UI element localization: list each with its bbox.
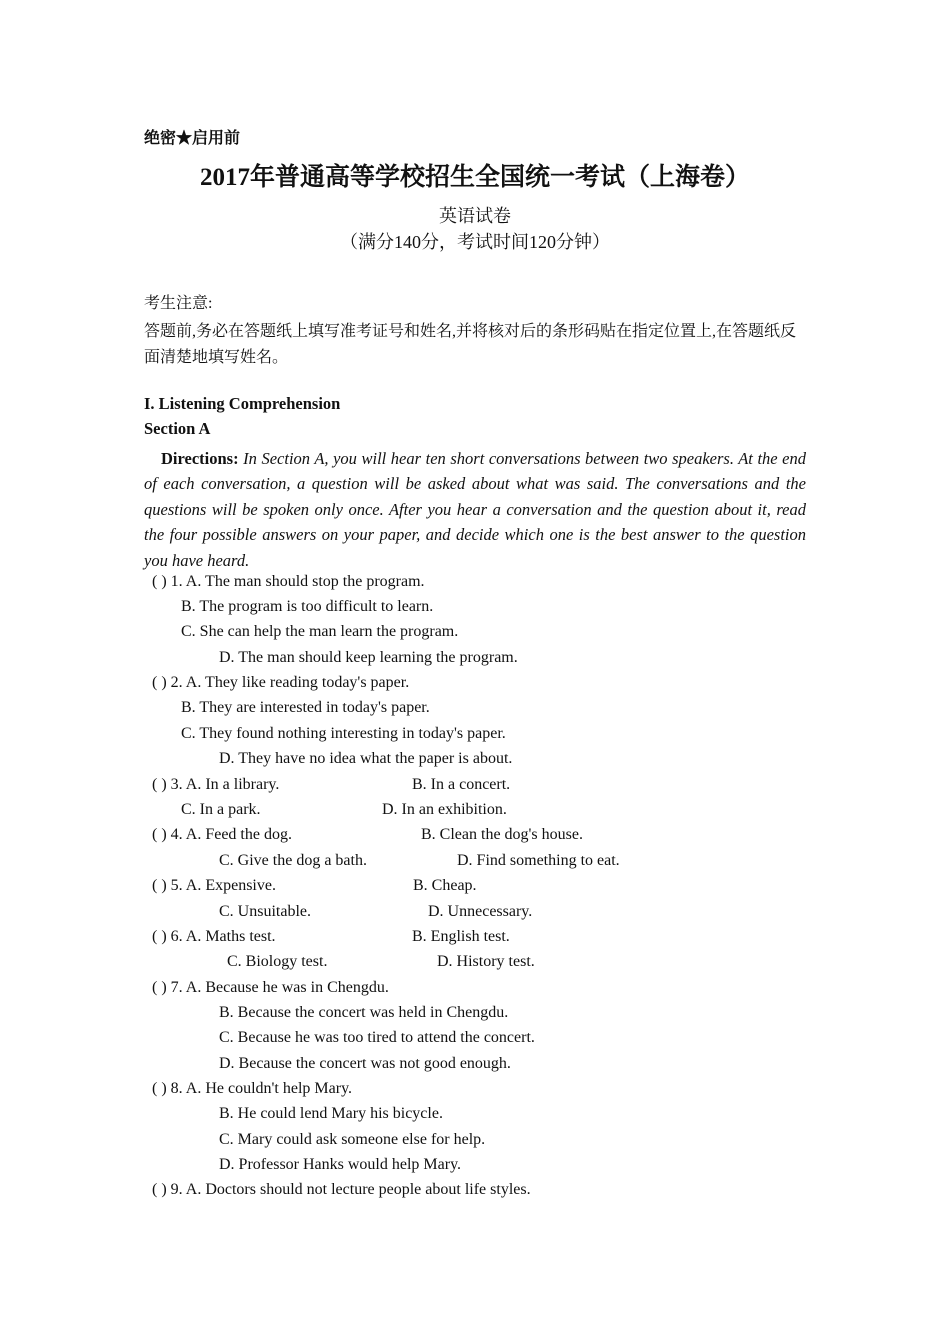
question-option: C. She can help the man learn the program.	[181, 623, 459, 640]
question-option: C. Mary could ask someone else for help.	[219, 1131, 486, 1148]
question-option: C. Because he was too tired to attend the concert.	[219, 1029, 535, 1046]
question-option: C. Give the dog a bath.	[219, 852, 367, 869]
question-option: C. Unsuitable.	[219, 903, 311, 920]
score-time-note: （满分140分，考试时间120分钟）	[340, 232, 610, 252]
question-line: ( ) 7. A. Because he was in Chengdu.	[152, 979, 389, 996]
question-option: D. Unnecessary.	[428, 903, 533, 920]
exam-subtitle: 英语试卷	[439, 206, 511, 226]
question-option: B. In a concert.	[412, 776, 511, 793]
directions-label: Directions:	[161, 449, 239, 468]
question-line: ( ) 2. A. They like reading today's paper.	[152, 674, 410, 691]
question-option: D. They have no idea what the paper is about.	[219, 750, 513, 767]
question-option: B. Clean the dog's house.	[421, 826, 583, 843]
question-line: ( ) 6. A. Maths test.	[152, 928, 276, 945]
question-option: B. Cheap.	[413, 877, 477, 894]
question-line: ( ) 1. A. The man should stop the program.	[152, 573, 425, 590]
question-line: ( ) 5. A. Expensive.	[152, 877, 276, 894]
question-option: B. English test.	[412, 928, 510, 945]
question-option: D. Because the concert was not good enough.	[219, 1055, 511, 1072]
directions-text: In Section A, you will hear ten short conversations between two speakers. At the end of each conversation, a question will be asked about what was said. The conversations and the questions will be spoken only once. After you hear a conversation and the question about it, read the four possible answers on your paper, and decide which one is the best answer to the question you have heard.	[144, 449, 807, 570]
question-option: D. The man should keep learning the program.	[219, 649, 518, 666]
question-option: B. The program is too difficult to learn.	[181, 598, 434, 615]
notice-text: 答题前,务必在答题纸上填写准考证号和姓名,并将核对后的条形码贴在指定位置上,在答题纸反面清楚地填写姓名。	[144, 323, 797, 366]
question-option: D. Find something to eat.	[457, 852, 620, 869]
question-option: C. They found nothing interesting in today's paper.	[181, 725, 506, 742]
question-option: B. He could lend Mary his bicycle.	[219, 1105, 443, 1122]
exam-title: 2017年普通高等学校招生全国统一考试（上海卷）	[199, 164, 750, 191]
question-option: D. Professor Hanks would help Mary.	[219, 1156, 462, 1173]
question-line: ( ) 4. A. Feed the dog.	[152, 826, 292, 843]
question-option: B. Because the concert was held in Chengdu.	[219, 1004, 509, 1021]
notice-heading: 考生注意:	[144, 295, 213, 312]
question-line: ( ) 9. A. Doctors should not lecture people about life styles.	[152, 1181, 531, 1198]
question-option: B. They are interested in today's paper.	[181, 699, 430, 716]
question-option: D. History test.	[437, 953, 535, 970]
question-option: D. In an exhibition.	[382, 801, 507, 818]
section-title: Section A	[144, 419, 211, 438]
question-option: C. In a park.	[181, 801, 261, 818]
question-line: ( ) 3. A. In a library.	[152, 776, 280, 793]
question-line: ( ) 8. A. He couldn't help Mary.	[152, 1080, 353, 1097]
directions	[144, 446, 806, 573]
confidential-mark: 绝密★启用前	[144, 130, 241, 147]
question-option: C. Biology test.	[227, 953, 328, 970]
part-title: I. Listening Comprehension	[144, 394, 341, 413]
